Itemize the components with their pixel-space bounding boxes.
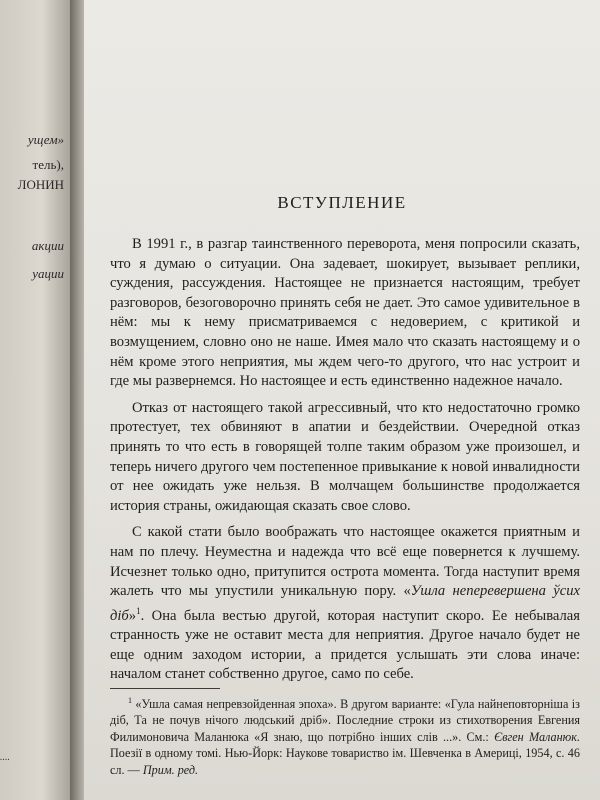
- paragraph: [110, 235, 580, 392]
- quote-close: »: [128, 607, 137, 624]
- adjacent-page-fragment: ущем»: [27, 132, 64, 147]
- footnote-divider: [110, 688, 220, 689]
- paragraph-text: В 1991 г., в разгар таинственного переворота, меня попросили сказать, что я думаю о ситуации. Она задевает, шокирует, вызывает реплики, суждения, рассуждения. Настоящее не признается настоящим, требует разговоров, безоговорочно принять себя не дает. Это самое удивительное в нём: мы к нему присматриваемся с недоверием, с критикой и возмущением, словно оно не наше. Имея мало что сказать настоящему и о нём кроме этого неприятия, мы ждем чего-то другого, что нас устроит и где мы развернемся. Но настоящее и есть единственно надежное начало.: [110, 236, 580, 390]
- footnote-editor-note: Прим. ред.: [142, 762, 199, 777]
- footnote-reference: 1: [136, 605, 141, 616]
- quotation-italic: Ушла неперевершена ўсих дiб: [110, 583, 580, 624]
- adjacent-page-fragment: уации: [32, 266, 64, 281]
- paragraph-text: Отказ от настоящего такой агрессивный, что кто недостаточно громко протестует, тех обвиняют в апатии и бездействии. Очередной отказ принять то что есть в говорящей толпе таким образом уже произошел, и теперь ничего другого чем постепенное привыкание к новой инвалидности от нее ожидать уже нельзя. В молчащем большинстве продолжается история страны, ожидающая сказать свое слово.: [110, 399, 580, 514]
- adjacent-page-fragment: ЛОНИН: [17, 177, 64, 192]
- chapter-title: ВСТУПЛЕНИЕ: [277, 193, 407, 212]
- footnote-marker: 1: [128, 696, 132, 705]
- footnote-text: Поезiї в одному томi. Нью-Йорк: Наукове товариство iм. Шевченка в Америцi, 1954, с. 46 сл. —: [110, 746, 580, 777]
- footnote-author: Євген Маланюк.: [494, 729, 580, 744]
- footnote: [110, 693, 580, 778]
- adjacent-page-fragment: акции: [31, 238, 64, 253]
- adjacent-page-bottom-text: ....: [0, 752, 10, 763]
- paragraph-text: С какой стати было воображать что настоящее окажется приятным и нам по плечу. Неуместна и надежда что всё еще повернется к лучшему. Исчезнет только одно, притупится острота момента. Тогда наступит время жалеть что мы упустили уникальную пору. «: [110, 524, 580, 600]
- book-gutter: [70, 0, 84, 800]
- body-text: [110, 235, 580, 685]
- paragraph-text: . Она была вестью другой, которая наступит скоро. Ее небывалая странность уже не оставит места для неприятия. Другое начало будет не еще одним заходом истории, а придется услышать эти слова иначе: началом станет собственно другое, само по себе.: [110, 607, 580, 683]
- book-page: [84, 0, 600, 800]
- paragraph: [110, 523, 580, 685]
- adjacent-page: [0, 0, 70, 800]
- paragraph: [110, 399, 580, 517]
- footnote-text: «Ушла самая непревзойденная эпоха». В другом варианте: «Гула найнеповторнiша iз дiб, Та не почув нiчого людський дрiб». Последние строки из стихотворения Евгения Филимоновича Маланюка «Я знаю, що потрiбно iнших слiв ...». См.:: [110, 697, 580, 744]
- adjacent-page-fragment: тель),: [32, 157, 64, 172]
